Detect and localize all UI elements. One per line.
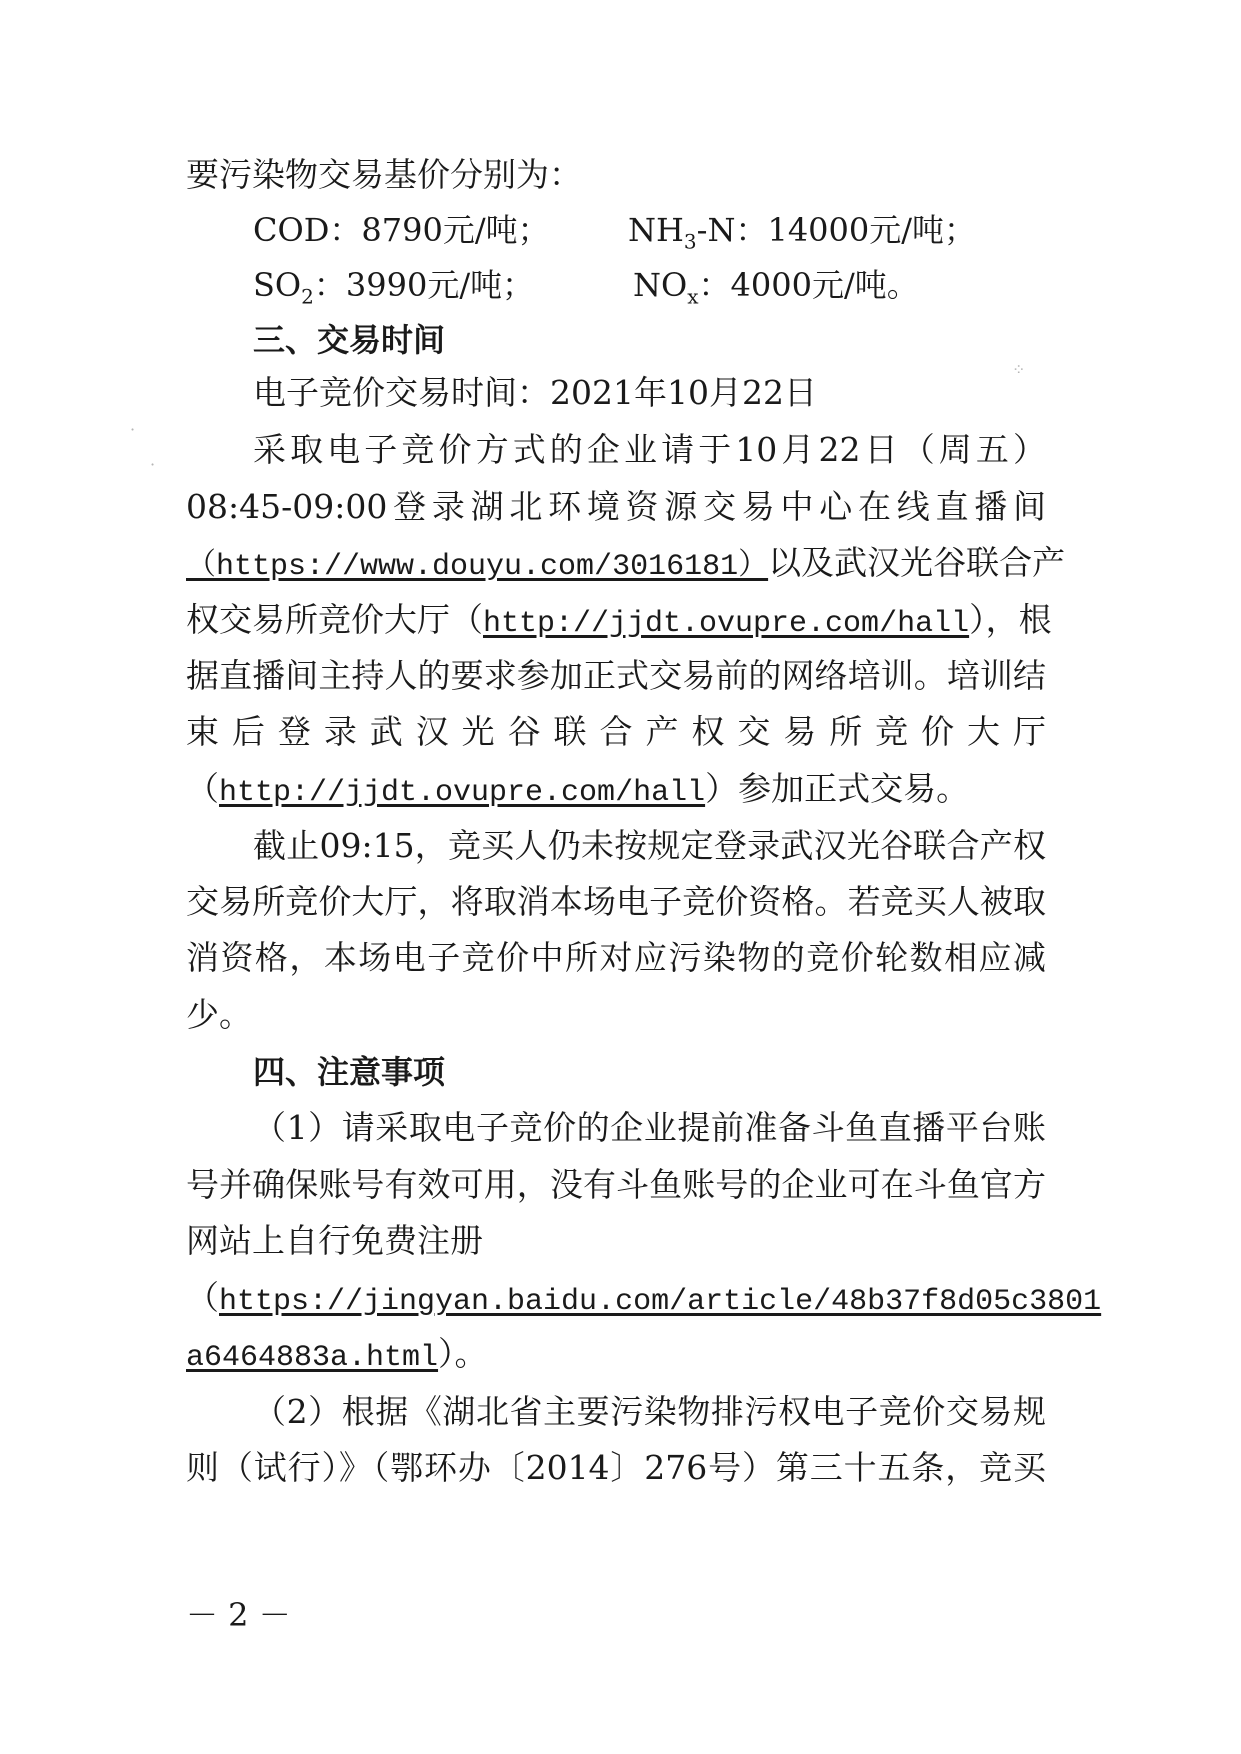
intro-line: 要污染物交易基价分别为： (186, 155, 582, 194)
s3-p1-line5: 据直播间主持人的要求参加正式交易前的网络培训。培训结 (186, 656, 1046, 695)
s4-n1-line5 (186, 1334, 1046, 1378)
scan-speck: ⁘ (1012, 360, 1026, 379)
s3-p1-line4-text: 权交易所竞价大厅（ (186, 600, 483, 639)
price-nox (633, 265, 919, 316)
s3-p1-line2: 08:45-09:00登录湖北环境资源交易中心在线直播间 (186, 487, 1046, 526)
trade-time-line: 电子竞价交易时间：2021年10月22日 (253, 373, 817, 412)
s3-p2-line3: 消资格，本场电子竞价中所对应污染物的竞价轮数相应减 (186, 938, 1046, 977)
s3-p2-line1: 截止09:15，竞买人仍未按规定登录武汉光谷联合产权 (253, 826, 1046, 865)
price-nh3n-value: -N：14000元/吨； (696, 211, 977, 249)
price-nh3n-formula: NH (628, 211, 684, 249)
price-nox-formula: NO (633, 266, 688, 304)
price-so2 (253, 265, 534, 316)
price-nh3n (628, 210, 976, 261)
baidu-link-part1[interactable]: https://jingyan.baidu.com/article/48b37f8d05c3801 (219, 1285, 1102, 1319)
s3-p1-line1: 采取电子竞价方式的企业请于10月22日（周五） (253, 430, 1046, 469)
s3-p2-line2: 交易所竞价大厅，将取消本场电子竞价资格。若竞买人被取 (186, 882, 1046, 921)
s4-n1-line4-lead: （ (186, 1278, 219, 1317)
section3-heading: 三、交易时间 (253, 321, 446, 359)
s3-p1-line7-tail: ）参加正式交易。 (705, 769, 970, 808)
price-so2-formula: SO (253, 266, 302, 304)
scan-speck: · (150, 455, 156, 474)
s3-p1-line3-text: 以及武汉光谷联合产 (768, 543, 1066, 582)
price-nh3n-subscript: 3 (683, 229, 697, 254)
s3-p1-line4 (186, 600, 1052, 644)
s3-p1-line7 (186, 769, 1046, 813)
hall-link-1[interactable]: http://jjdt.ovupre.com/hall (483, 607, 970, 641)
section4-heading: 四、注意事项 (253, 1053, 446, 1091)
s3-p1-line4-tail: ），根 (969, 600, 1052, 639)
scan-speck: · (130, 420, 136, 439)
s3-p2-line4: 少。 (186, 995, 252, 1034)
s3-p1-line6: 束后登录武汉光谷联合产权交易所竞价大厅 (186, 712, 1046, 751)
s4-n2-line2: 则（试行）》（鄂环办〔2014〕276号）第三十五条，竞买 (186, 1448, 1046, 1487)
hall-link-2[interactable]: http://jjdt.ovupre.com/hall (219, 776, 706, 810)
s4-n2-line1: （2）根据《湖北省主要污染物排污权电子竞价交易规 (253, 1392, 1046, 1431)
price-so2-subscript: 2 (301, 284, 314, 309)
s4-n1-line3: 网站上自行免费注册 (186, 1221, 483, 1260)
baidu-link-part2[interactable]: a6464883a.html (186, 1341, 439, 1375)
s4-n1-line4 (186, 1278, 1102, 1322)
s4-n1-line2: 号并确保账号有效可用，没有斗鱼账号的企业可在斗鱼官方 (186, 1165, 1046, 1204)
price-cod: COD：8790元/吨； (253, 211, 550, 249)
douyu-link[interactable]: （https://www.douyu.com/3016181） (186, 550, 769, 584)
price-nox-subscript: x (687, 284, 699, 309)
s4-n1-line1: （1）请采取电子竞价的企业提前准备斗鱼直播平台账 (253, 1108, 1046, 1147)
price-nox-value: ：4000元/吨。 (698, 266, 919, 304)
s3-p1-line3 (186, 543, 1066, 587)
s4-n1-line5-tail: ）。 (438, 1334, 488, 1373)
price-so2-value: ：3990元/吨； (313, 266, 535, 304)
s3-p1-line7-lead: （ (186, 769, 219, 808)
page-number: － 2 － (186, 1596, 291, 1634)
